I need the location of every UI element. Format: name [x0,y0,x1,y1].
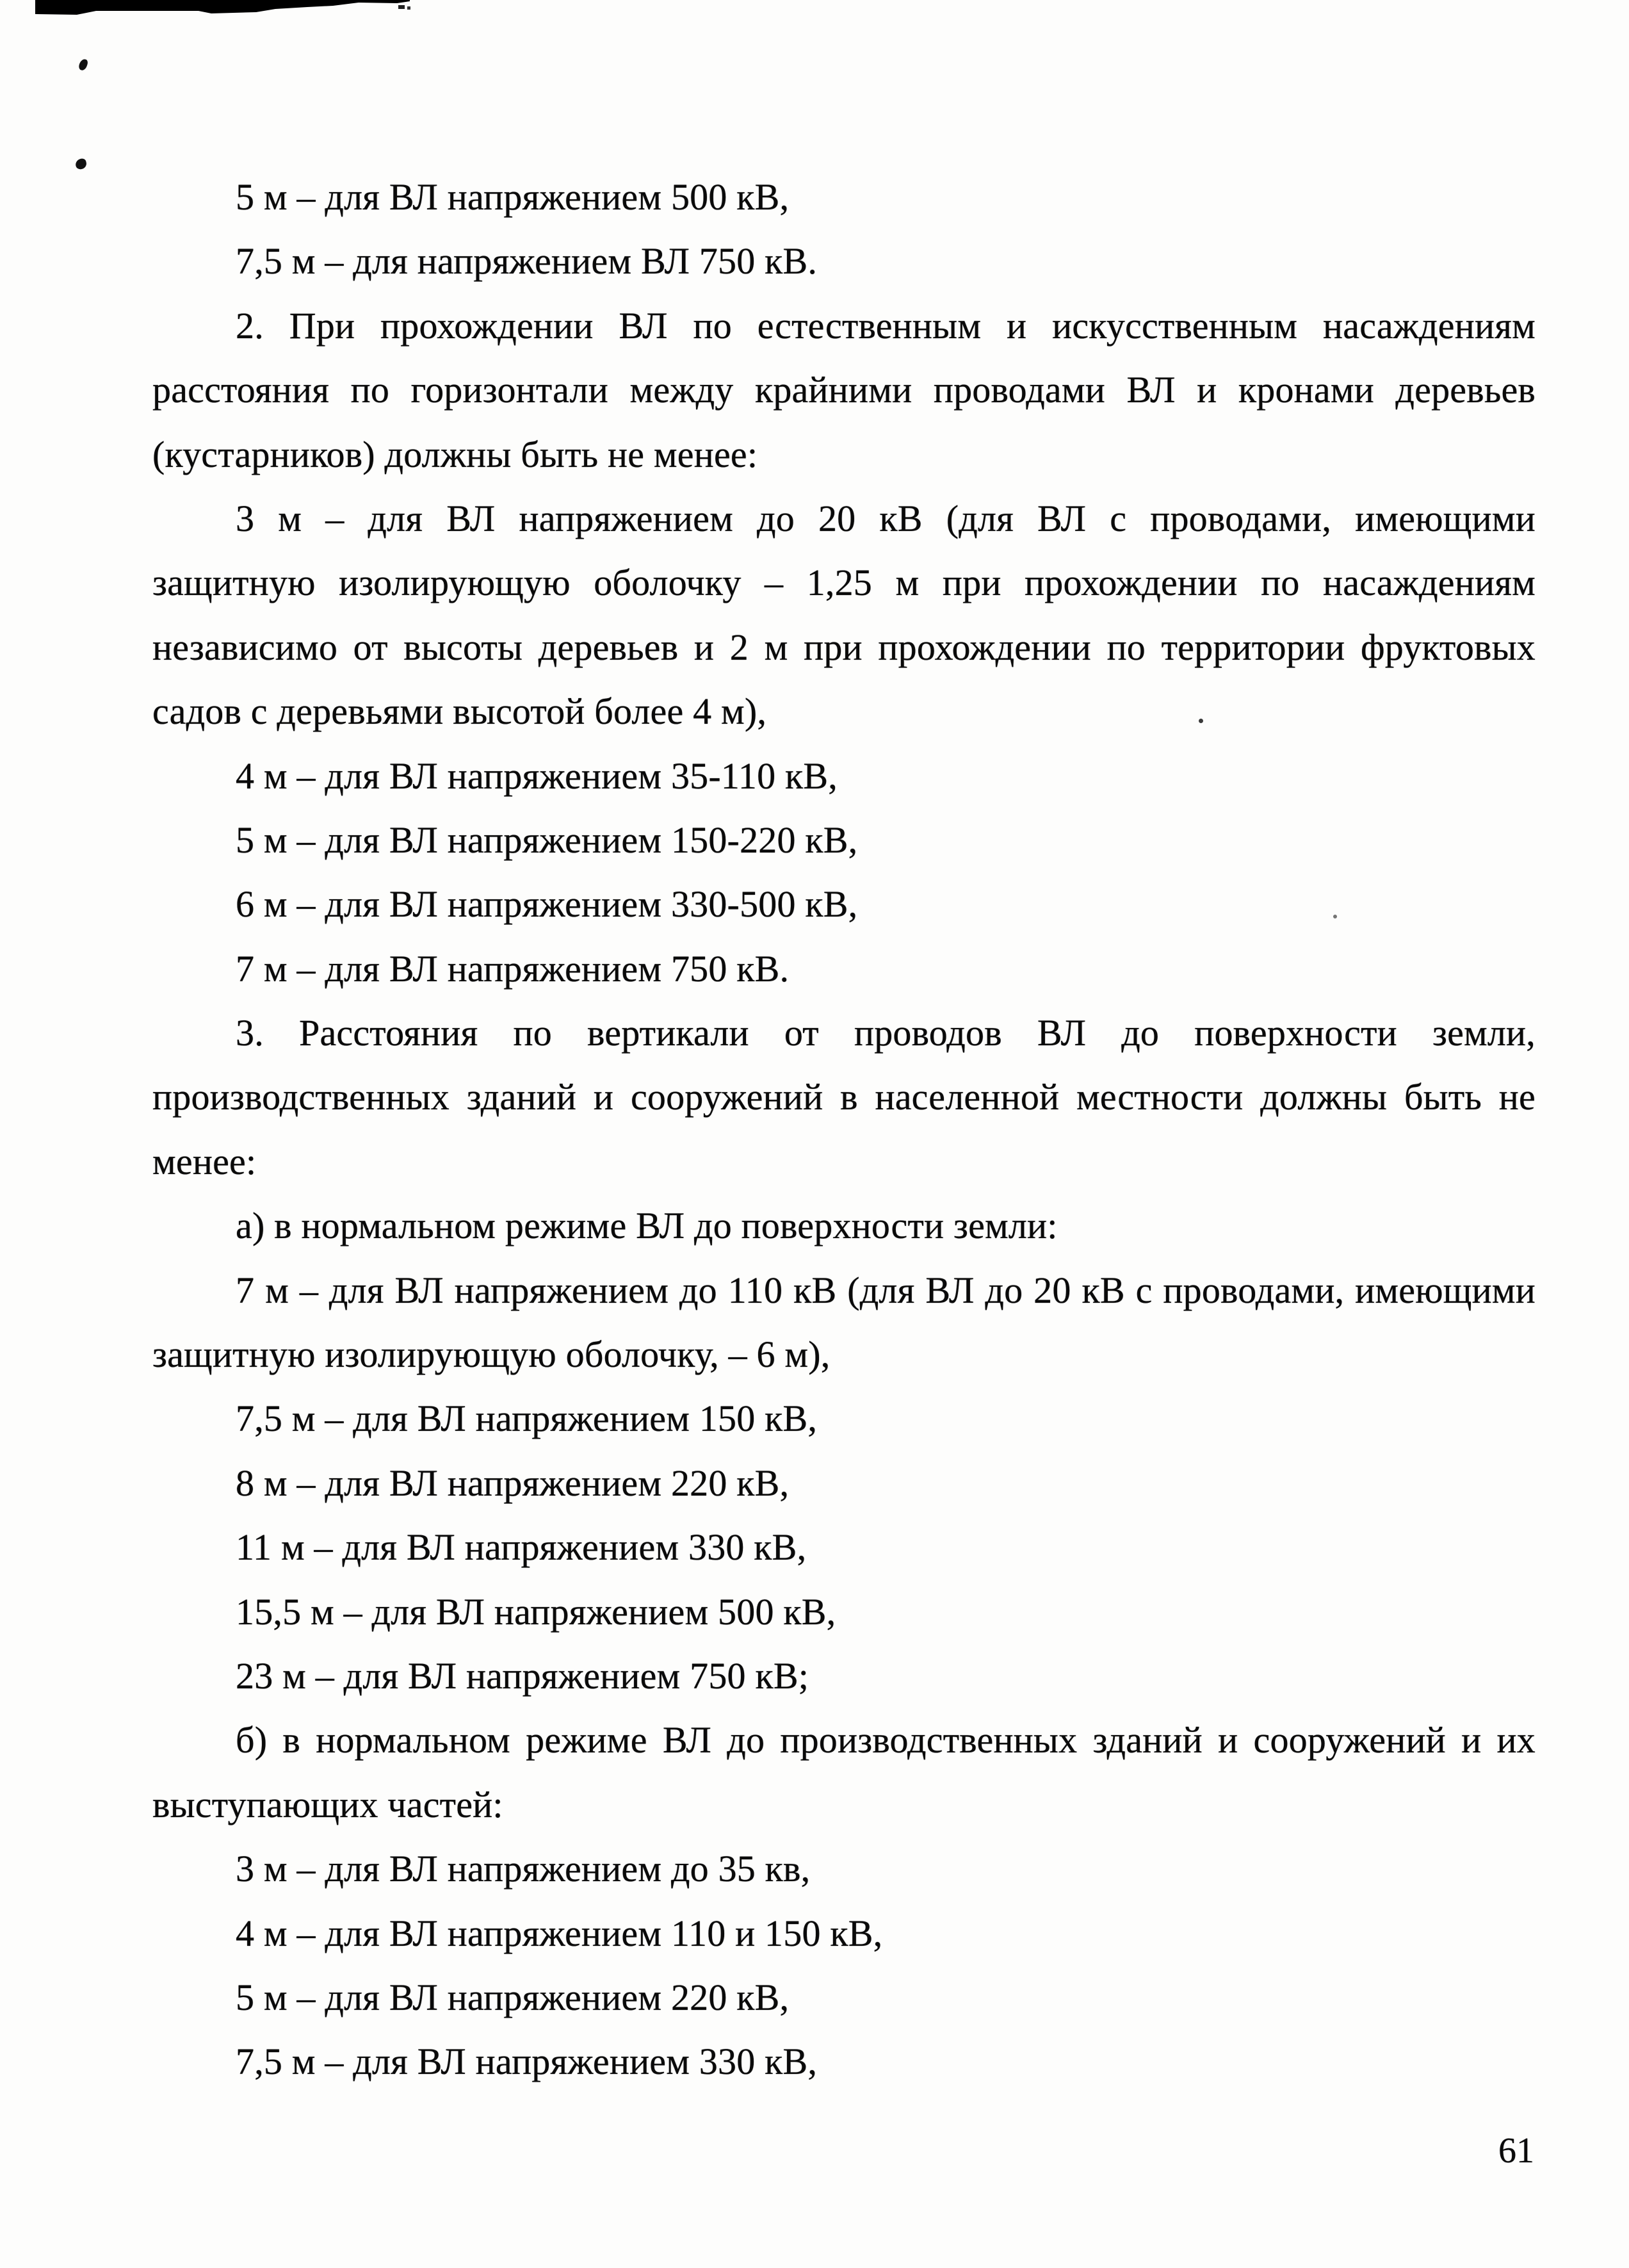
text-line: независимо от высоты деревьев и 2 м при прохождении по территории фруктовых [152,626,1536,668]
document-body [152,165,1536,2094]
ink-speck [78,58,89,72]
text-line: а) в нормальном режиме ВЛ до поверхности земли: [236,1205,1058,1247]
text-line: 5 м – для ВЛ напряжением 500 кВ, [236,176,790,218]
text-line: 8 м – для ВЛ напряжением 220 кВ, [236,1462,790,1504]
text-line: расстояния по горизонтали между крайними проводами ВЛ и кронами деревьев [152,369,1536,411]
page-number: 61 [1498,2131,1534,2171]
text-line: защитную изолирующую оболочку, – 6 м), [152,1334,831,1376]
text-line: 4 м – для ВЛ напряжением 110 и 150 кВ, [236,1912,883,1954]
text-line: 7,5 м – для ВЛ напряжением 150 кВ, [236,1398,818,1440]
text-line: 11 м – для ВЛ напряжением 330 кВ, [236,1526,807,1569]
text-line: 3. Расстояния по вертикали от проводов ВЛ до поверхности земли, [236,1012,1536,1054]
text-line: менее: [152,1140,257,1182]
text-line: 6 м – для ВЛ напряжением 330-500 кВ, [236,883,858,926]
scan-artifact-line [0,0,448,26]
text-line: защитную изолирующую оболочку – 1,25 м при прохождении по насаждениям [152,562,1536,604]
text-line: 3 м – для ВЛ напряжением до 20 кВ (для ВЛ с проводами, имеющими [236,497,1536,539]
ink-speck [75,158,88,170]
text-line: 2. При прохождении ВЛ по естественным и искусственным насаждениям [236,304,1536,347]
text-line: 7,5 м – для ВЛ напряжением 330 кВ, [236,2041,818,2083]
text-line: 7,5 м – для напряжением ВЛ 750 кВ. [236,240,818,282]
text-line: садов с деревьями высотой более 4 м), [152,690,767,733]
text-line: 7 м – для ВЛ напряжением до 110 кВ (для ВЛ до 20 кВ с проводами, имеющими [236,1269,1536,1311]
text-line: выступающих частей: [152,1783,503,1825]
text-line: 23 м – для ВЛ напряжением 750 кВ; [236,1654,809,1697]
text-line: 15,5 м – для ВЛ напряжением 500 кВ, [236,1590,836,1633]
text-line: 7 м – для ВЛ напряжением 750 кВ. [236,947,790,990]
text-line: 5 м – для ВЛ напряжением 220 кВ, [236,1976,790,2018]
text-line: (кустарников) должны быть не менее: [152,433,758,475]
text-line: 3 м – для ВЛ напряжением до 35 кв, [236,1848,811,1890]
text-line: производственных зданий и сооружений в населенной местности должны быть не [152,1076,1536,1118]
text-line: 4 м – для ВЛ напряжением 35-110 кВ, [236,755,838,797]
text-line: 5 м – для ВЛ напряжением 150-220 кВ, [236,819,858,861]
text-line: б) в нормальном режиме ВЛ до производственных зданий и сооружений и их [236,1719,1536,1761]
